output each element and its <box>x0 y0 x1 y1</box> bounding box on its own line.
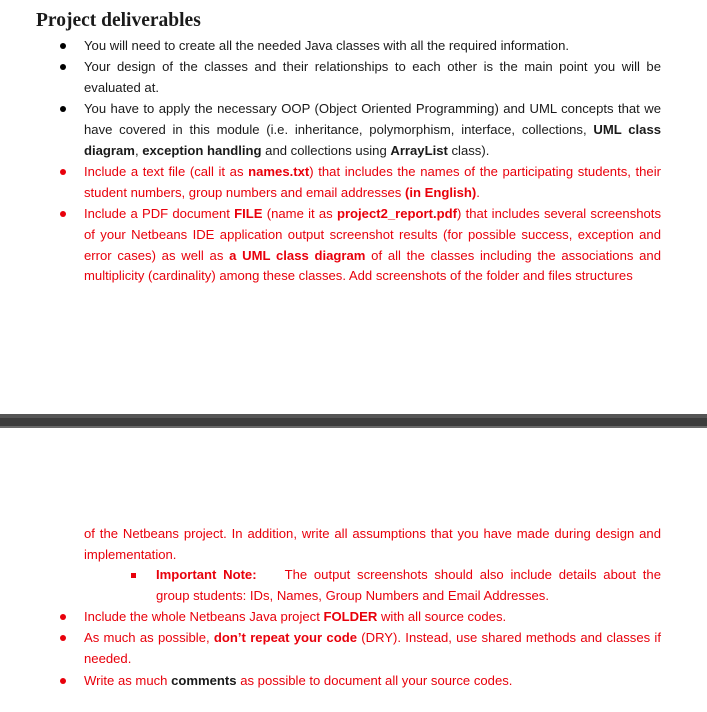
deliverable-item-5-continued: of the Netbeans project. In addition, write all assumptions that you have made during design and implementation. <box>84 526 661 562</box>
important-note-label: Important Note: <box>156 567 257 582</box>
deliverable-item-5: Include a PDF document FILE (name it as project2_report.pdf) that includes several screenshots of your Netbeans IDE application output screenshot results (for possible success, exception and error cases) as well as a UML class diagram of all the classes including the associations and multiplicity (cardinality) among these classes. Add screenshots of the folder and files structures <box>84 206 661 284</box>
important-note: Important Note: The output screenshots should also include details about the group students: IDs, Names, Group Numbers and Email Addresses. <box>156 567 661 603</box>
bullet-icon <box>60 64 66 70</box>
bullet-icon <box>60 106 66 112</box>
document-page-2 <box>0 428 707 712</box>
deliverable-item-4: Include a text file (call it as names.txt) that includes the names of the participating students, their student numbers, group numbers and email addresses (in English). <box>84 164 661 200</box>
bullet-icon <box>60 211 66 217</box>
bullet-icon <box>60 614 66 620</box>
deliverable-item-6: Include the whole Netbeans Java project FOLDER with all source codes. <box>84 609 507 624</box>
bullet-icon <box>60 635 66 641</box>
deliverable-item-3: You have to apply the necessary OOP (Object Oriented Programming) and UML concepts that we have covered in this module (i.e. inheritance, polymorphism, interface, collections, UML class diagram, exception handling and collections using ArrayList class). <box>84 101 662 158</box>
square-bullet-icon <box>131 573 136 578</box>
bullet-icon <box>60 678 66 684</box>
bullet-icon <box>60 169 66 175</box>
deliverable-item-8: Write as much comments as possible to document all your source codes. <box>84 673 513 688</box>
section-title: Project deliverables <box>36 10 201 31</box>
page-separator <box>0 414 707 428</box>
deliverable-item-1: You will need to create all the needed Java classes with all the required information. <box>84 38 569 53</box>
deliverable-item-7: As much as possible, don’t repeat your code (DRY). Instead, use shared methods and classes if needed. <box>84 630 661 666</box>
deliverable-item-2: Your design of the classes and their relationships to each other is the main point you will be evaluated at. <box>84 59 661 95</box>
bullet-icon <box>60 43 66 49</box>
